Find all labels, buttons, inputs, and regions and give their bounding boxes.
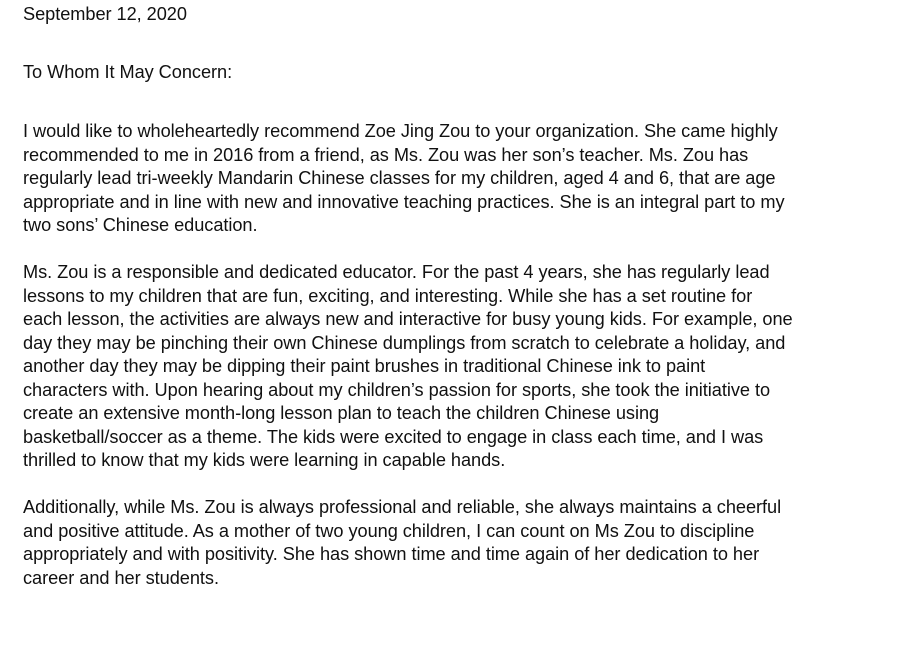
paragraph-line: Ms. Zou is a responsible and dedicated educator. For the past 4 years, she has regularly lead (23, 262, 770, 282)
paragraph-line: regularly lead tri-weekly Mandarin Chinese classes for my children, aged 4 and 6, that are age (23, 168, 776, 188)
paragraph-line: career and her students. (23, 567, 219, 588)
paragraph-line: basketball/soccer as a theme. The kids were excited to engage in class each time, and I was (23, 426, 764, 447)
paragraph-line: characters with. Upon hearing about my children’s passion for sports, she took the initiative to (23, 379, 771, 400)
paragraph-line: appropriately and with positivity. She has shown time and time again of her dedication to her (23, 544, 760, 564)
paragraph-line: thrilled to know that my kids were learning in capable hands. (23, 450, 506, 470)
paragraph-line: each lesson, the activities are always new and interactive for busy young kids. For example, one (23, 309, 793, 329)
paragraph-line: two sons’ Chinese education. (23, 215, 258, 235)
paragraph-educator (23, 261, 889, 473)
letter-salutation: To Whom It May Concern: (23, 61, 233, 82)
paragraph-line: another day they may be dipping their paint brushes in traditional Chinese ink to paint (23, 356, 706, 376)
paragraph-line: create an extensive month-long lesson plan to teach the children Chinese using (23, 403, 660, 423)
paragraph-attitude (23, 496, 889, 590)
paragraph-line: and positive attitude. As a mother of two young children, I can count on Ms Zou to discipline (23, 520, 755, 541)
paragraph-line: appropriate and in line with new and innovative teaching practices. She is an integral part to my (23, 191, 785, 212)
paragraph-line: Additionally, while Ms. Zou is always professional and reliable, she always maintains a cheerful (23, 497, 782, 517)
paragraph-line: day they may be pinching their own Chinese dumplings from scratch to celebrate a holiday, and (23, 332, 786, 353)
paragraph-line: recommended to me in 2016 from a friend, as Ms. Zou was her son’s teacher. Ms. Zou has (23, 144, 749, 165)
paragraph-line: I would like to wholeheartedly recommend Zoe Jing Zou to your organization. She came highly (23, 121, 778, 141)
paragraph-line: lessons to my children that are fun, exciting, and interesting. While she has a set routine for (23, 285, 753, 306)
paragraph-introduction (23, 120, 889, 238)
letter-date: September 12, 2020 (23, 4, 187, 24)
recommendation-letter (23, 0, 889, 590)
